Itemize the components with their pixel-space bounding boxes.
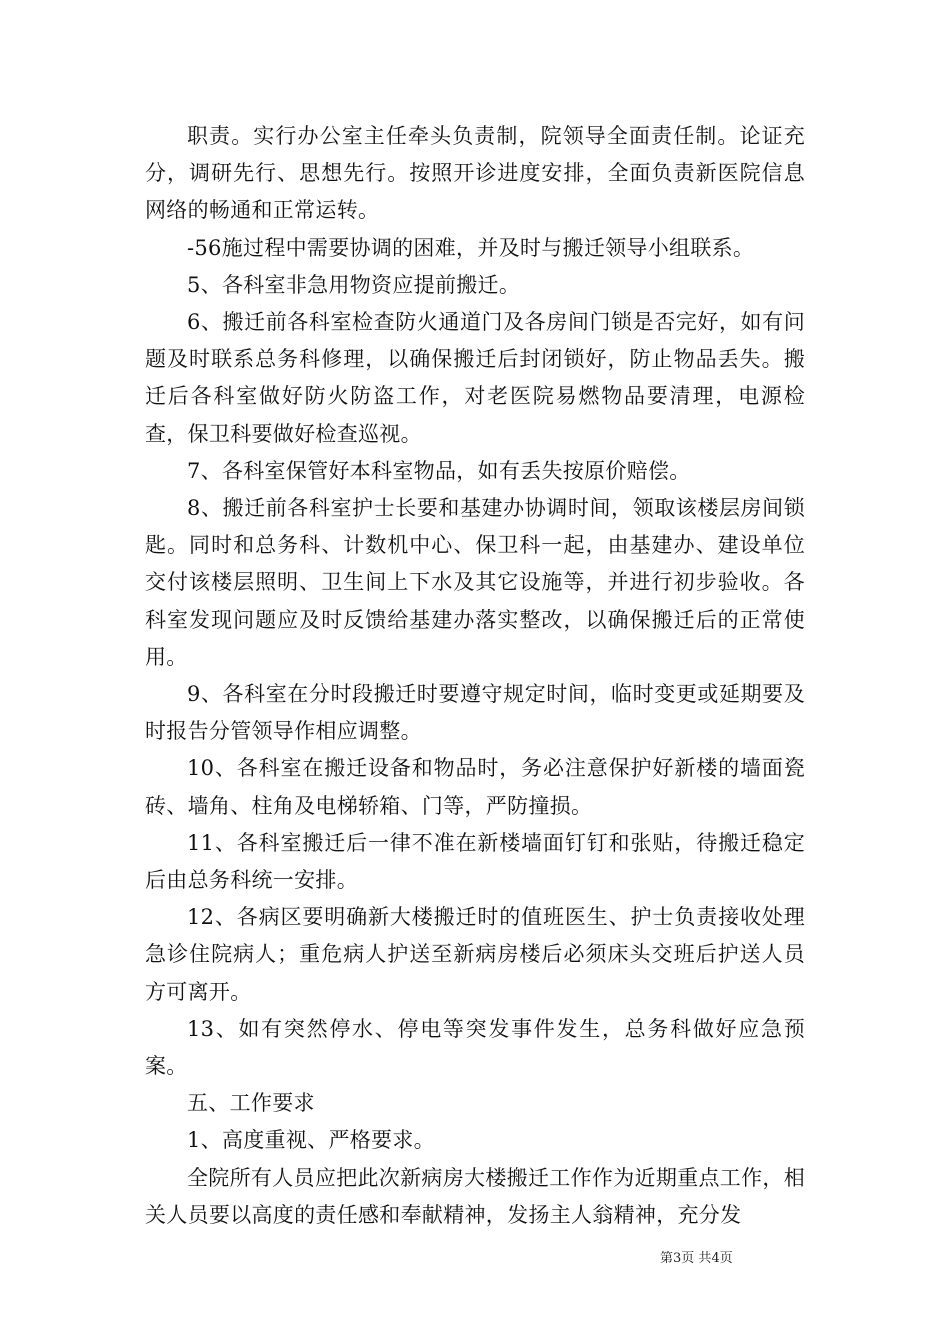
page-number-footer	[660, 1247, 733, 1266]
paragraph: 13、如有突然停水、停电等突发事件发生，总务科做好应急预案。	[145, 1016, 805, 1079]
paragraph: 全院所有人员应把此次新病房大楼搬迁工作作为近期重点工作，相关人员要以高度的责任感和奉献精神，发扬主人翁精神，充分发	[145, 1165, 805, 1227]
paragraph: 1、高度重视、严格要求。	[187, 1128, 435, 1153]
paragraph: 8、搬迁前各科室护士长要和基建办协调时间，领取该楼层房间锁匙。同时和总务科、计数机中心、保卫科一起，由基建办、建设单位交付该楼层照明、卫生间上下水及其它设施等，并进行初步验收。各科室发现问题应及时反馈给基建办落实整改，以确保搬迁后的正常使用。	[145, 496, 805, 669]
footer-middle: 页 共	[681, 1251, 712, 1266]
footer-prefix: 第	[660, 1251, 674, 1266]
paragraph: 5、各科室非急用物资应提前搬迁。	[187, 272, 521, 297]
paragraph: 10、各科室在搬迁设备和物品时，务必注意保护好新楼的墙面瓷砖、墙角、柱角及电梯轿箱、门等，严防撞损。	[145, 756, 805, 818]
paragraph: 9、各科室在分时段搬迁时要遵守规定时间，临时变更或延期要及时报告分管领导作相应调整。	[145, 682, 805, 744]
section-heading: 五、工作要求	[187, 1091, 315, 1116]
document-body	[145, 118, 805, 1234]
paragraph: 7、各科室保管好本科室物品，如有丢失按原价赔偿。	[187, 458, 691, 483]
footer-suffix: 页	[719, 1251, 733, 1266]
paragraph: 11、各科室搬迁后一律不准在新楼墙面钉钉和张贴，待搬迁稳定后由总务科统一安排。	[145, 830, 805, 893]
paragraph: -56施过程中需要协调的困难，并及时与搬迁领导小组联系。	[187, 235, 755, 260]
footer-total-pages: 4	[711, 1251, 720, 1266]
paragraph: 12、各病区要明确新大楼搬迁时的值班医生、护士负责接收处理急诊住院病人；重危病人护送至新病房楼后必须床头交班后护送人员方可离开。	[145, 905, 805, 1004]
paragraph: 6、搬迁前各科室检查防火通道门及各房间门锁是否完好，如有问题及时联系总务科修理，以确保搬迁后封闭锁好，防止物品丢失。搬迁后各科室做好防火防盗工作，对老医院易燃物品要清理，电源检查，保卫科要做好检查巡视。	[145, 310, 805, 446]
paragraph: 职责。实行办公室主任牵头负责制，院领导全面责任制。论证充分，调研先行、思想先行。按照开诊进度安排，全面负责新医院信息网络的畅通和正常运转。	[145, 124, 805, 223]
footer-current-page: 3	[673, 1251, 682, 1266]
